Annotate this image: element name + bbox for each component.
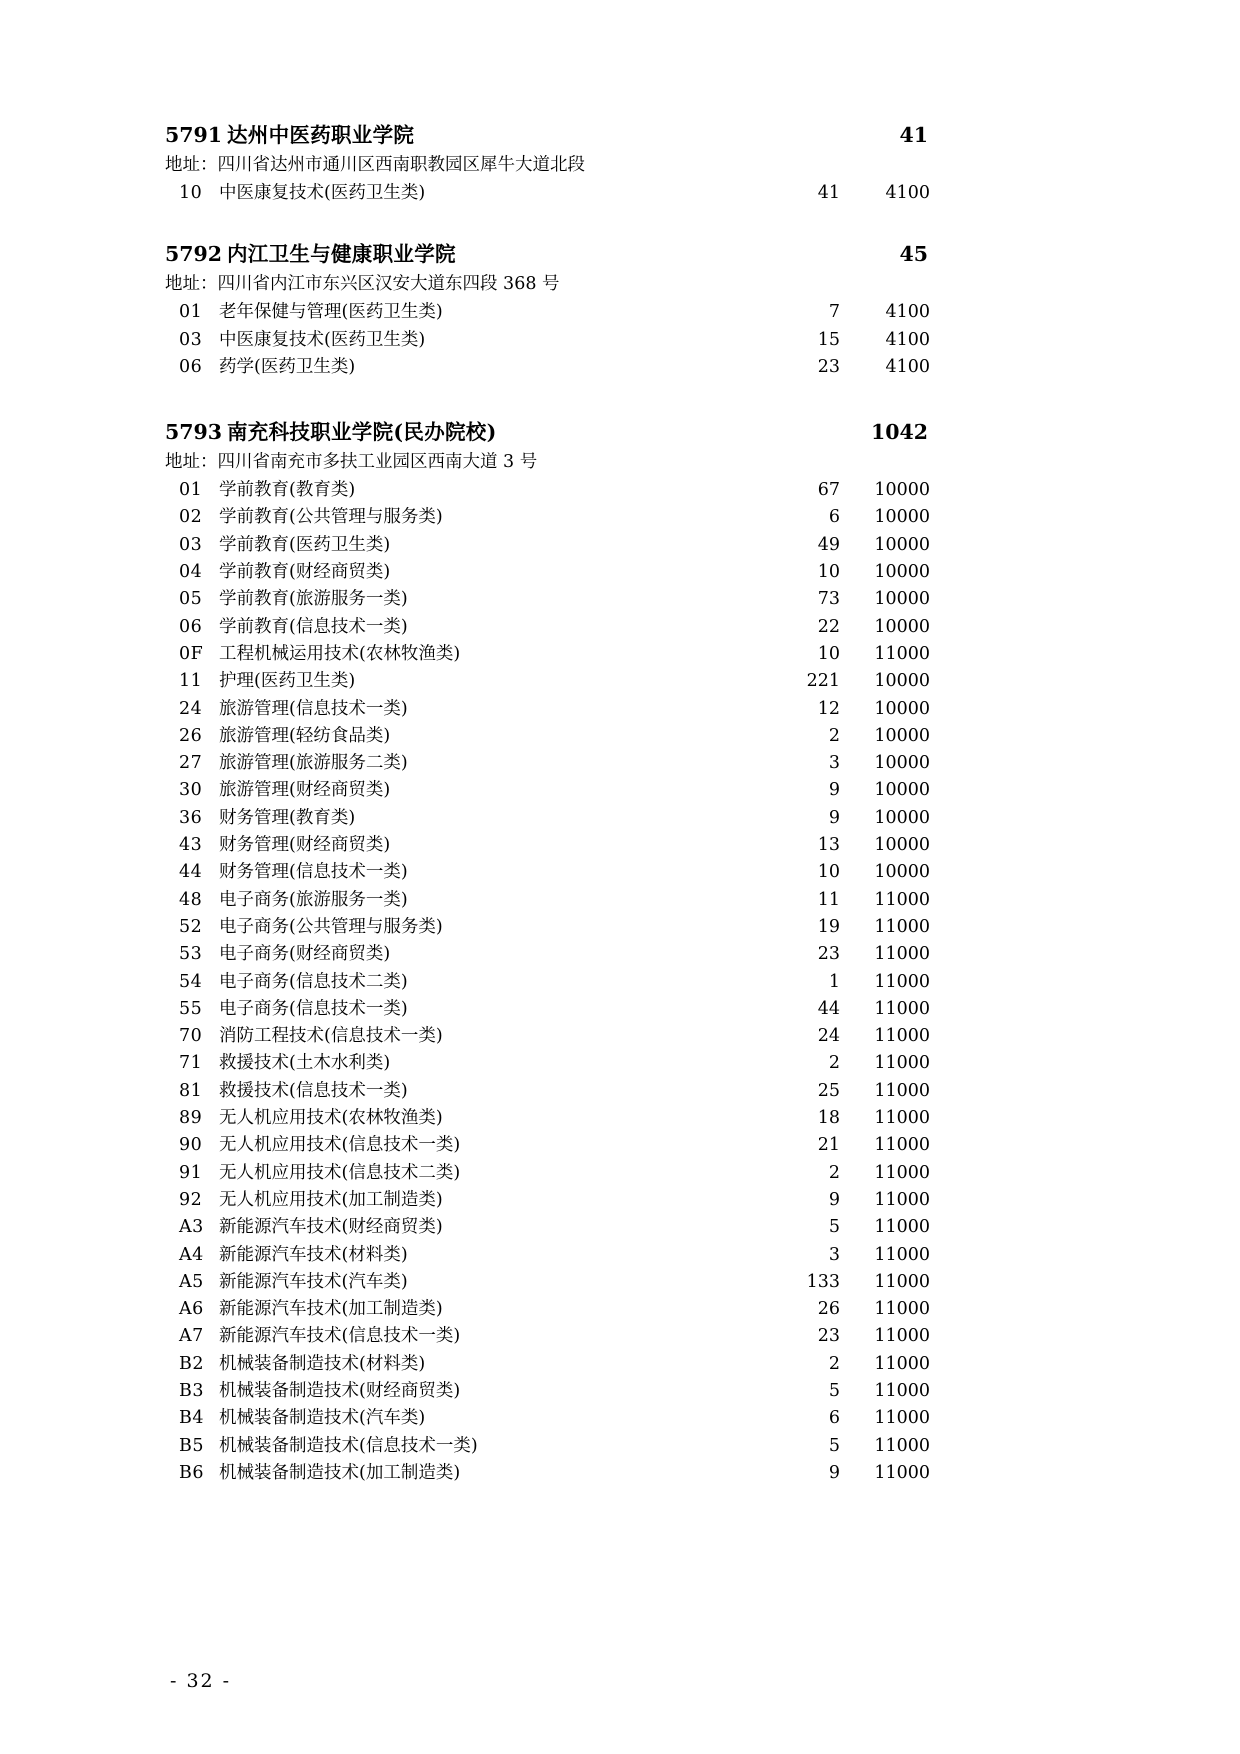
- major-plan-count: 2: [828, 1162, 840, 1183]
- major-tuition-fee: 11000: [874, 998, 930, 1019]
- major-tuition-fee: 10000: [874, 507, 930, 528]
- major-row: [165, 1405, 930, 1432]
- major-row: [165, 750, 930, 777]
- major-code: 01: [179, 480, 203, 501]
- major-plan-count: 24: [817, 1026, 840, 1047]
- major-name: 机械装备制造技术(汽车类): [219, 1408, 426, 1429]
- major-row: [165, 1323, 930, 1350]
- major-row: [165, 723, 930, 750]
- school-address: [165, 449, 930, 476]
- major-tuition-fee: 11000: [874, 1244, 930, 1265]
- major-tuition-fee: 11000: [874, 1026, 930, 1047]
- major-code: 92: [179, 1189, 203, 1210]
- major-plan-count: 67: [817, 480, 840, 501]
- school-name: 南充科技职业学院(民办院校): [227, 420, 497, 445]
- major-tuition-fee: 11000: [874, 1462, 930, 1483]
- major-row: [165, 1433, 930, 1460]
- major-tuition-fee: 10000: [874, 725, 930, 746]
- major-row: [165, 559, 930, 586]
- major-name: 机械装备制造技术(加工制造类): [219, 1462, 461, 1483]
- major-plan-count: 23: [817, 1326, 840, 1347]
- major-tuition-fee: 10000: [874, 589, 930, 610]
- major-code: 24: [179, 698, 203, 719]
- major-plan-count: 10: [817, 862, 840, 883]
- major-tuition-fee: 11000: [874, 1408, 930, 1429]
- major-code: 30: [179, 780, 203, 801]
- major-row: [165, 504, 930, 531]
- major-row: [165, 327, 930, 354]
- school-block: [165, 120, 930, 207]
- major-name: 中医康复技术(医药卫生类): [219, 329, 426, 350]
- major-row: [165, 1242, 930, 1269]
- major-plan-count: 2: [828, 1353, 840, 1374]
- major-plan-count: 9: [828, 807, 840, 828]
- major-row: [165, 887, 930, 914]
- school-block: [165, 417, 930, 1487]
- major-row: [165, 777, 930, 804]
- major-name: 电子商务(信息技术二类): [219, 971, 408, 992]
- major-code: 44: [179, 862, 203, 883]
- major-tuition-fee: 10000: [874, 780, 930, 801]
- major-tuition-fee: 11000: [874, 1299, 930, 1320]
- major-name: 新能源汽车技术(汽车类): [219, 1271, 408, 1292]
- major-plan-count: 10: [817, 562, 840, 583]
- major-code: 54: [179, 971, 203, 992]
- major-tuition-fee: 11000: [874, 1326, 930, 1347]
- major-tuition-fee: 11000: [874, 1189, 930, 1210]
- major-code: B5: [179, 1435, 204, 1456]
- major-tuition-fee: 10000: [874, 807, 930, 828]
- school-list: [165, 120, 930, 1497]
- major-plan-count: 25: [817, 1080, 840, 1101]
- major-name: 无人机应用技术(信息技术一类): [219, 1135, 461, 1156]
- major-name: 财务管理(财经商贸类): [219, 835, 391, 856]
- major-code: B2: [179, 1353, 204, 1374]
- major-plan-count: 3: [828, 753, 840, 774]
- major-name: 新能源汽车技术(材料类): [219, 1244, 408, 1265]
- school-total-plan: 45: [899, 242, 928, 267]
- major-row: [165, 1460, 930, 1487]
- major-row: [165, 641, 930, 668]
- major-row: [165, 969, 930, 996]
- major-code: 81: [179, 1080, 203, 1101]
- address-value: 四川省南充市多扶工业园区西南大道 3 号: [217, 452, 538, 473]
- major-tuition-fee: 10000: [874, 562, 930, 583]
- major-name: 学前教育(医药卫生类): [219, 534, 391, 555]
- school-total-plan: 1042: [870, 420, 928, 445]
- major-tuition-fee: 11000: [874, 1162, 930, 1183]
- major-row: [165, 299, 930, 326]
- major-name: 学前教育(教育类): [219, 480, 356, 501]
- major-code: 0F: [179, 643, 204, 664]
- major-tuition-fee: 10000: [874, 753, 930, 774]
- major-code: A7: [179, 1326, 204, 1347]
- major-plan-count: 12: [817, 698, 840, 719]
- major-code: 52: [179, 916, 203, 937]
- major-tuition-fee: 10000: [874, 616, 930, 637]
- address-value: 四川省内江市东兴区汉安大道东四段 368 号: [217, 274, 560, 295]
- major-code: 05: [179, 589, 203, 610]
- major-code: B6: [179, 1462, 204, 1483]
- major-tuition-fee: 11000: [874, 1380, 930, 1401]
- major-name: 机械装备制造技术(信息技术一类): [219, 1435, 478, 1456]
- major-name: 新能源汽车技术(加工制造类): [219, 1299, 443, 1320]
- block-spacer: [165, 217, 930, 239]
- major-row: [165, 914, 930, 941]
- major-row: [165, 180, 930, 207]
- major-row: [165, 996, 930, 1023]
- address-label: 地址：: [165, 155, 218, 175]
- major-code: 27: [179, 753, 203, 774]
- major-row: [165, 1351, 930, 1378]
- major-row: [165, 1296, 930, 1323]
- major-plan-count: 2: [828, 725, 840, 746]
- major-code: A4: [179, 1244, 204, 1265]
- major-code: 48: [179, 889, 203, 910]
- major-plan-count: 3: [828, 1244, 840, 1265]
- major-plan-count: 41: [817, 183, 840, 203]
- major-plan-count: 9: [828, 780, 840, 801]
- major-plan-count: 49: [817, 534, 840, 555]
- major-code: 55: [179, 998, 203, 1019]
- major-tuition-fee: 11000: [874, 643, 930, 664]
- major-tuition-fee: 10000: [874, 534, 930, 555]
- major-name: 财务管理(信息技术一类): [219, 862, 408, 883]
- major-code: 91: [179, 1162, 203, 1183]
- major-plan-count: 221: [806, 671, 840, 692]
- major-name: 新能源汽车技术(信息技术一类): [219, 1326, 461, 1347]
- major-name: 学前教育(财经商贸类): [219, 562, 391, 583]
- major-plan-count: 73: [817, 589, 840, 610]
- major-plan-count: 19: [817, 916, 840, 937]
- major-row: [165, 1132, 930, 1159]
- major-name: 学前教育(公共管理与服务类): [219, 507, 443, 528]
- major-plan-count: 10: [817, 643, 840, 664]
- major-plan-count: 21: [817, 1135, 840, 1156]
- major-plan-count: 9: [828, 1189, 840, 1210]
- major-row: [165, 1050, 930, 1077]
- major-plan-count: 5: [828, 1217, 840, 1238]
- major-code: A3: [179, 1217, 204, 1238]
- address-label: 地址：: [165, 274, 218, 295]
- page-number: - 32 -: [170, 1670, 232, 1692]
- major-plan-count: 9: [828, 1462, 840, 1483]
- major-plan-count: 7: [828, 302, 840, 323]
- major-name: 机械装备制造技术(财经商贸类): [219, 1380, 461, 1401]
- major-row: [165, 1160, 930, 1187]
- block-spacer: [165, 391, 930, 417]
- major-row: [165, 1023, 930, 1050]
- major-tuition-fee: 11000: [874, 1108, 930, 1129]
- major-row: [165, 1078, 930, 1105]
- major-tuition-fee: 10000: [874, 862, 930, 883]
- school-header: [165, 417, 930, 447]
- major-code: 36: [179, 807, 203, 828]
- major-code: B3: [179, 1380, 204, 1401]
- major-tuition-fee: 11000: [874, 916, 930, 937]
- major-name: 电子商务(旅游服务一类): [219, 889, 408, 910]
- major-code: A6: [179, 1299, 204, 1320]
- major-name: 护理(医药卫生类): [219, 671, 356, 692]
- major-code: 53: [179, 944, 203, 965]
- major-code: 01: [179, 302, 203, 323]
- major-plan-count: 5: [828, 1435, 840, 1456]
- major-row: [165, 1214, 930, 1241]
- major-name: 财务管理(教育类): [219, 807, 356, 828]
- major-code: A5: [179, 1271, 204, 1292]
- major-name: 学前教育(旅游服务一类): [219, 589, 408, 610]
- major-plan-count: 23: [817, 944, 840, 965]
- major-tuition-fee: 11000: [874, 944, 930, 965]
- major-name: 中医康复技术(医药卫生类): [219, 183, 426, 203]
- major-name: 新能源汽车技术(财经商贸类): [219, 1217, 443, 1238]
- major-plan-count: 44: [817, 998, 840, 1019]
- major-code: 06: [179, 356, 203, 377]
- major-tuition-fee: 10000: [874, 480, 930, 501]
- major-plan-count: 5: [828, 1380, 840, 1401]
- school-code: 5792: [165, 242, 223, 267]
- major-plan-count: 6: [828, 507, 840, 528]
- major-tuition-fee: 11000: [874, 889, 930, 910]
- major-name: 机械装备制造技术(材料类): [219, 1353, 426, 1374]
- major-tuition-fee: 11000: [874, 1353, 930, 1374]
- major-row: [165, 1187, 930, 1214]
- major-row: [165, 1105, 930, 1132]
- major-name: 旅游管理(旅游服务二类): [219, 753, 408, 774]
- major-name: 电子商务(公共管理与服务类): [219, 916, 443, 937]
- major-name: 救援技术(土木水利类): [219, 1053, 391, 1074]
- school-header: [165, 120, 930, 150]
- major-row: [165, 477, 930, 504]
- major-tuition-fee: 11000: [874, 1217, 930, 1238]
- school-address: [165, 271, 930, 298]
- major-name: 电子商务(信息技术一类): [219, 998, 408, 1019]
- major-plan-count: 6: [828, 1408, 840, 1429]
- major-tuition-fee: 4100: [885, 302, 930, 323]
- major-plan-count: 26: [817, 1299, 840, 1320]
- major-tuition-fee: 11000: [874, 1080, 930, 1101]
- major-tuition-fee: 11000: [874, 1135, 930, 1156]
- major-tuition-fee: 11000: [874, 1435, 930, 1456]
- major-code: 06: [179, 616, 203, 637]
- major-code: 70: [179, 1026, 203, 1047]
- major-code: 43: [179, 835, 203, 856]
- major-plan-count: 13: [817, 835, 840, 856]
- major-row: [165, 586, 930, 613]
- major-row: [165, 354, 930, 381]
- major-name: 工程机械运用技术(农林牧渔类): [219, 643, 461, 664]
- major-row: [165, 1269, 930, 1296]
- major-code: B4: [179, 1408, 204, 1429]
- major-code: 11: [179, 671, 203, 692]
- major-row: [165, 668, 930, 695]
- school-total-plan: 41: [899, 123, 928, 147]
- major-name: 老年保健与管理(医药卫生类): [219, 302, 443, 323]
- major-code: 10: [179, 183, 203, 203]
- major-plan-count: 133: [806, 1271, 840, 1292]
- school-name: 达州中医药职业学院: [227, 123, 415, 147]
- school-address: [165, 152, 930, 179]
- major-row: [165, 614, 930, 641]
- school-header: [165, 239, 930, 269]
- major-name: 旅游管理(财经商贸类): [219, 780, 391, 801]
- address-value: 四川省达州市通川区西南职教园区犀牛大道北段: [217, 155, 585, 175]
- major-tuition-fee: 11000: [874, 971, 930, 992]
- school-block: [165, 239, 930, 381]
- major-plan-count: 2: [828, 1053, 840, 1074]
- major-tuition-fee: 10000: [874, 671, 930, 692]
- school-code: 5791: [165, 123, 223, 147]
- major-plan-count: 15: [817, 329, 840, 350]
- school-name: 内江卫生与健康职业学院: [227, 242, 456, 267]
- major-tuition-fee: 11000: [874, 1053, 930, 1074]
- major-tuition-fee: 4100: [885, 356, 930, 377]
- major-name: 无人机应用技术(信息技术二类): [219, 1162, 461, 1183]
- major-row: [165, 859, 930, 886]
- major-tuition-fee: 11000: [874, 1271, 930, 1292]
- major-name: 消防工程技术(信息技术一类): [219, 1026, 443, 1047]
- major-tuition-fee: 4100: [885, 329, 930, 350]
- major-plan-count: 23: [817, 356, 840, 377]
- major-code: 02: [179, 507, 203, 528]
- major-code: 03: [179, 534, 203, 555]
- major-row: [165, 832, 930, 859]
- major-plan-count: 1: [828, 971, 840, 992]
- major-tuition-fee: 10000: [874, 698, 930, 719]
- major-row: [165, 696, 930, 723]
- address-label: 地址：: [165, 452, 218, 473]
- major-name: 电子商务(财经商贸类): [219, 944, 391, 965]
- major-name: 无人机应用技术(加工制造类): [219, 1189, 443, 1210]
- major-code: 90: [179, 1135, 203, 1156]
- major-name: 旅游管理(信息技术一类): [219, 698, 408, 719]
- major-tuition-fee: 10000: [874, 835, 930, 856]
- major-row: [165, 532, 930, 559]
- school-code: 5793: [165, 420, 223, 445]
- major-code: 03: [179, 329, 203, 350]
- major-row: [165, 1378, 930, 1405]
- major-plan-count: 18: [817, 1108, 840, 1129]
- major-row: [165, 941, 930, 968]
- major-code: 04: [179, 562, 203, 583]
- major-tuition-fee: 4100: [885, 183, 930, 203]
- major-code: 89: [179, 1108, 203, 1129]
- major-plan-count: 11: [817, 889, 840, 910]
- major-name: 无人机应用技术(农林牧渔类): [219, 1108, 443, 1129]
- major-name: 药学(医药卫生类): [219, 356, 356, 377]
- major-name: 救援技术(信息技术一类): [219, 1080, 408, 1101]
- major-code: 26: [179, 725, 203, 746]
- major-name: 旅游管理(轻纺食品类): [219, 725, 391, 746]
- major-name: 学前教育(信息技术一类): [219, 616, 408, 637]
- major-plan-count: 22: [817, 616, 840, 637]
- major-code: 71: [179, 1053, 203, 1074]
- major-row: [165, 805, 930, 832]
